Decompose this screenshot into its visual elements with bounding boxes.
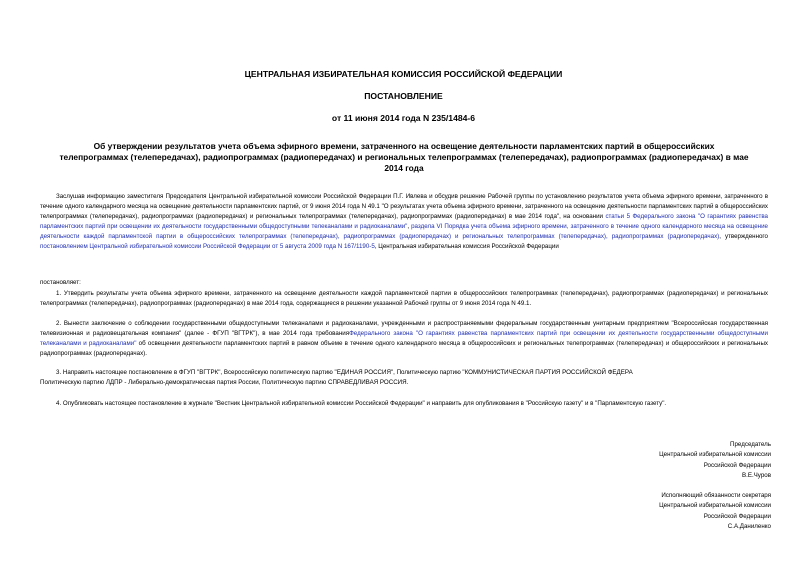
item-2-text-2: об освещении деятельности парламентских партий в равном объеме в течение одного календарного месяца в общероссийских и региональных телепрограммах (телепередачах) и общероссийских и региональных радиопрограммах (радиопередачах).: [40, 340, 768, 357]
law-article-5-link[interactable]: статьи 5 Федерального закона "О гарантиях равенства парламентских партий при освещении их деятельности государственными общедоступными телеканалами и радиоканалами": [40, 213, 768, 230]
organization-heading: ЦЕНТРАЛЬНАЯ ИЗБИРАТЕЛЬНАЯ КОМИССИЯ РОССИЙСКОЙ ФЕДЕРАЦИИ: [244, 69, 563, 79]
item-2-text-1: 2. Вынести заключение о соблюдении государственными общедоступными телеканалами и радиоканалами, учрежденными и распространяемыми федеральным государственным унитарным предприятием "Всероссийская государственная телевизионная и радиовещательная компания" (далее - ФГУП "ВГТРК"), в мае 2014 года требования: [40, 320, 768, 337]
item-1-paragraph: 1. Утвердить результаты учета объема эфирного времени, затраченного на освещение деятельности каждой парламентской партии в общероссийских телепрограммах (телепередачах), радиопрограммах (радиопередачах) и региональных телепрограммах (телепередачах), радиопрограммах (радиопередачах) в мае 2014 года, содержащиеся в решении указанной Рабочей группы от 9 июня 2014 года N 49.1.: [40, 290, 768, 307]
date-number-heading: от 11 июня 2014 года N 235/1484-6: [331, 113, 476, 123]
signature-line: Российской Федерации: [703, 512, 771, 520]
chair-signature-block: [659, 440, 771, 481]
preamble-paragraph: [40, 192, 768, 252]
item-4-paragraph: 4. Опубликовать настоящее постановление в журнале "Вестник Центральной избирательной комиссии Российской Федерации" и направить для опубликования в "Российскую газету" и в "Парламентскую газету".: [56, 400, 667, 407]
preamble-text-1: Заслушав информацию заместителя Председателя Центральной избирательной комиссии Российской Федерации П.Г. Ивлева и обсудив решение Рабочей группы по установлению результатов учета объема эфирного времени, затраченного в течение одного календарного месяца на освещение деятельности парламентских партий, от 9 июня 2014 года N 49.1 "О результатах учета объема эфирного времени, затраченного на освещение деятельности парламентских партий в общероссийских телепрограммах (телепередачах), радиопрограммах (радиопередачах) и региональных телепрограммах (телепередачах), радиопрограммах (радиопередачах) в мае 2014 года", на основании: [40, 193, 768, 220]
signature-line: Центральной избирательной комиссии: [659, 451, 771, 459]
item-2-paragraph: [40, 319, 768, 359]
item-3-line-1: 3. Направить настоящее постановление в ФГУП "ВГТРК", Всероссийскую политическую партию "ЕДИНАЯ РОССИЯ", Политическую партию "КОММУНИСТИЧЕСКАЯ ПАРТИЯ РОССИЙСКОЙ ФЕДЕРА: [56, 369, 633, 376]
resolves-label: постановляет:: [40, 279, 81, 286]
title-line-2: телепрограммах (телепередачах), радиопрограммах (радиопередачах) и региональных телепрограммах (телепередачах), радиопрограммах (радиопередачах) в мае: [59, 152, 749, 162]
preamble-text-4: , Центральная избирательная комиссия Российской Федерации: [374, 243, 559, 250]
federal-law-link[interactable]: Федерального закона "О гарантиях равенства парламентских партий при освещении их деятельности государственными общедоступными телеканалами и радиоканалами": [40, 330, 768, 347]
preamble-text-3: , утвержденного: [719, 233, 768, 240]
item-3-line-2: Политическую партию ЛДПР - Либерально-демократическая партия России, Политическую партию СПРАВЕДЛИВАЯ РОССИЯ.: [40, 379, 409, 386]
procedure-section-6-link[interactable]: раздела VI Порядка учета объема эфирного времени, затраченного в течение одного календарного месяца на освещение деятельности каждой парламентской партии в общероссийских телепрограммах (телепередачах), радиопрограммах (радиопередачах) и региональных телепрограммах (телепередачах), радиопрограммах (радиопередачах): [40, 223, 768, 240]
title-line-1: Об утверждении результатов учета объема эфирного времени, затраченного на освещение деятельности парламентских партий в общероссийских: [93, 141, 715, 151]
signature-line: Председатель: [730, 441, 771, 448]
signature-name: С.А.Даниленко: [727, 522, 771, 530]
resolution-167-link[interactable]: постановлением Центральной избирательной комиссии Российской Федерации от 5 августа 2009 года N 167/1190-5: [40, 243, 375, 250]
signature-name: В.Е.Чуров: [741, 471, 771, 479]
preamble-text-2: ,: [407, 223, 412, 230]
document-type-heading: ПОСТАНОВЛЕНИЕ: [364, 91, 443, 101]
signature-line: Центральной избирательной комиссии: [659, 502, 771, 510]
secretary-signature-block: [659, 491, 771, 532]
signature-line: Исполняющий обязанности секретаря: [661, 492, 771, 499]
title-line-3: 2014 года: [384, 163, 424, 173]
signature-line: Российской Федерации: [703, 461, 771, 469]
